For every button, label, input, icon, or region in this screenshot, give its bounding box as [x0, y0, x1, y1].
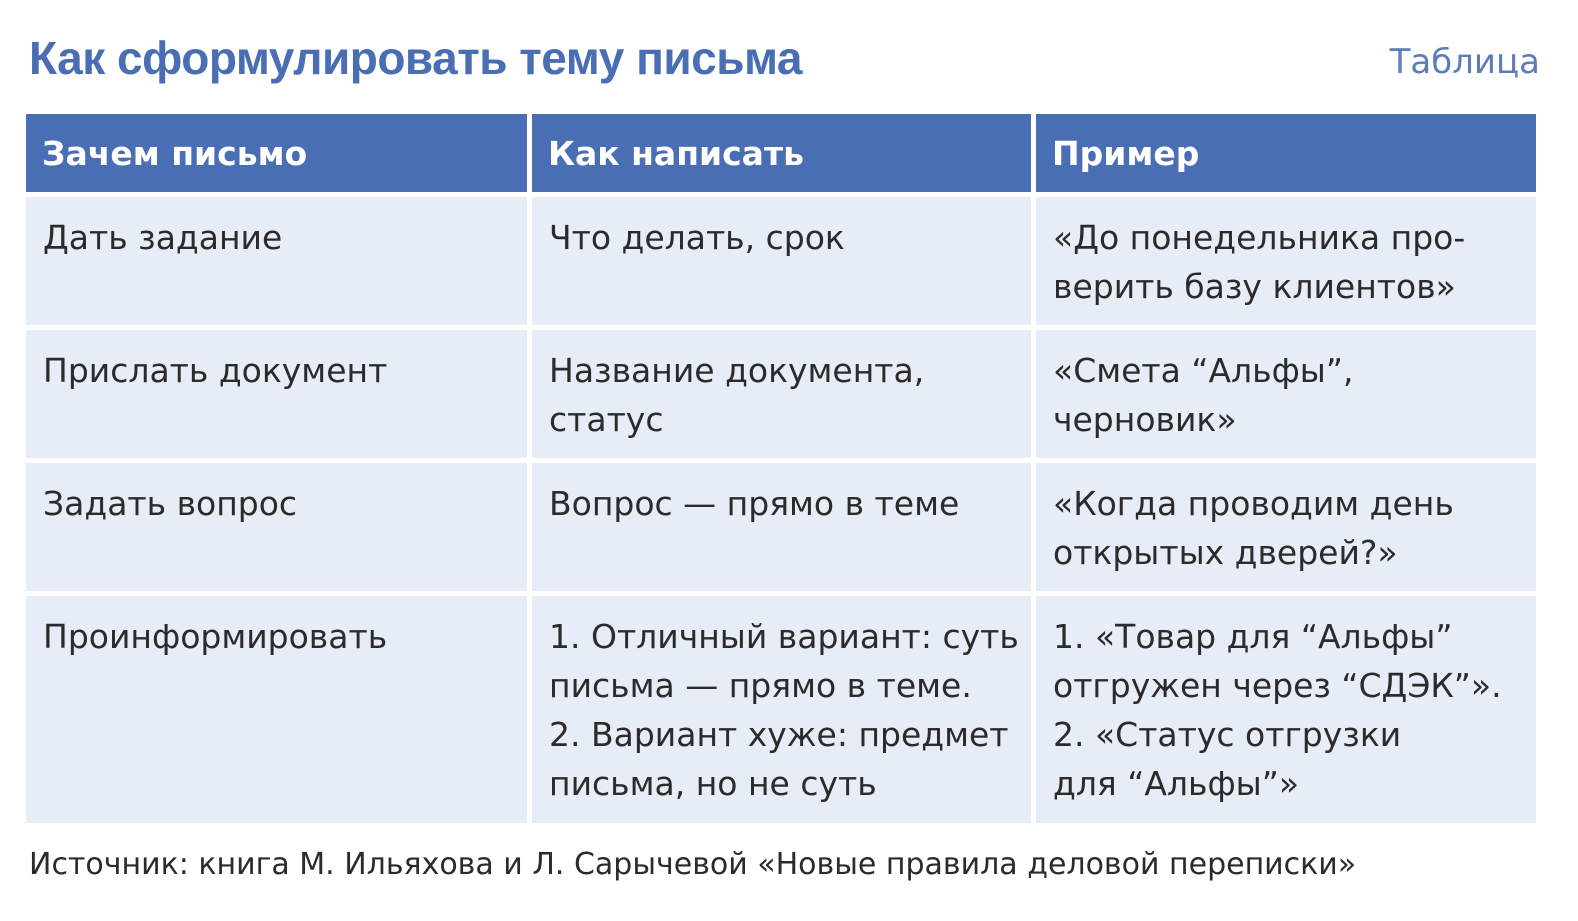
- cell-text: для “Альфы”»: [1053, 764, 1300, 803]
- cell-purpose: [26, 330, 527, 458]
- cell-example: [1036, 596, 1536, 823]
- column-header-example: Пример: [1036, 114, 1536, 192]
- cell-how: [532, 330, 1031, 458]
- column-header-purpose: Зачем письмо: [26, 114, 527, 192]
- cell-text: Проинформировать: [43, 617, 388, 656]
- cell-text: Что делать, срок: [549, 218, 845, 257]
- cell-purpose: [26, 463, 527, 591]
- cell-text: 1. «Товар для “Альфы”: [1053, 617, 1453, 656]
- cell-text: Задать вопрос: [43, 484, 298, 523]
- source-note: Источник: книга М. Ильяхова и Л. Сарычевой «Новые правила деловой переписки»: [29, 847, 1357, 882]
- cell-text: верить базу клиентов»: [1053, 267, 1456, 306]
- cell-purpose: [26, 596, 527, 823]
- cell-text: 2. «Статус отгрузки: [1053, 715, 1402, 754]
- cell-text: отгружен через “СДЭК”».: [1053, 666, 1502, 705]
- cell-text: статус: [549, 400, 664, 439]
- cell-how: [532, 197, 1031, 325]
- cell-text: Прислать документ: [43, 351, 388, 390]
- cell-text: открытых дверей?»: [1053, 533, 1398, 572]
- table-row: [26, 463, 1536, 591]
- cell-text: 1. Отличный вариант: суть: [549, 617, 1019, 656]
- table-header-row: [26, 114, 1536, 192]
- cell-how: [532, 596, 1031, 823]
- table-row: [26, 330, 1536, 458]
- cell-purpose: [26, 197, 527, 325]
- table-row: [26, 197, 1536, 325]
- cell-text: письма — прямо в теме.: [549, 666, 972, 705]
- cell-text: Название документа,: [549, 351, 925, 390]
- table-row: [26, 596, 1536, 823]
- cell-text: «До понедельника про-: [1053, 218, 1466, 257]
- cell-text: Дать задание: [43, 218, 283, 257]
- cell-text: «Смета “Альфы”,: [1053, 351, 1354, 390]
- cell-example: [1036, 197, 1536, 325]
- cell-text: 2. Вариант хуже: предмет: [549, 715, 1009, 754]
- cell-example: [1036, 330, 1536, 458]
- cell-text: «Когда проводим день: [1053, 484, 1454, 523]
- cell-text: письма, но не суть: [549, 764, 877, 803]
- cell-how: [532, 463, 1031, 591]
- cell-text: черновик»: [1053, 400, 1237, 439]
- column-header-how: Как написать: [532, 114, 1031, 192]
- cell-text: Вопрос — прямо в теме: [549, 484, 960, 523]
- page-title: Как сформулировать тему письма: [29, 32, 802, 84]
- table-label: Таблица: [1389, 42, 1540, 82]
- subject-line-table: [21, 109, 1541, 828]
- cell-example: [1036, 463, 1536, 591]
